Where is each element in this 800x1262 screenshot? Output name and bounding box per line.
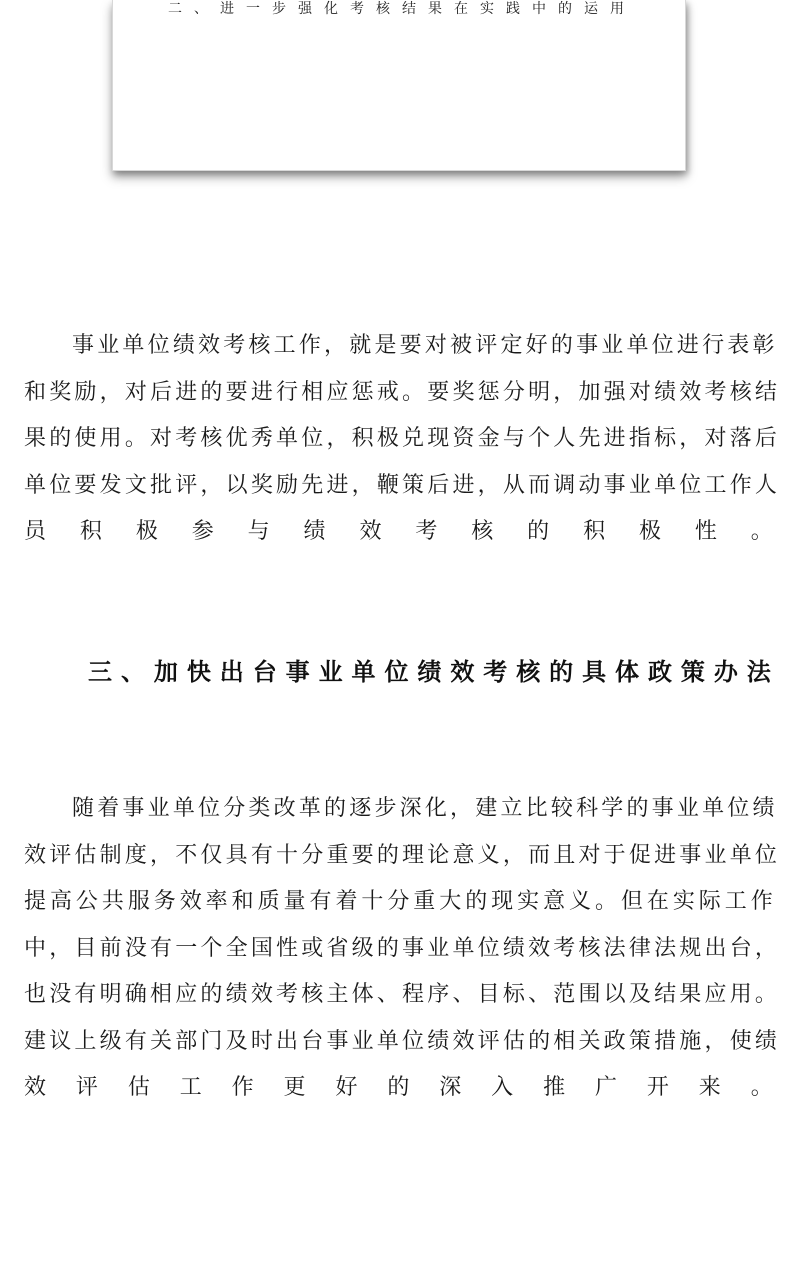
paragraph-line: 单 位 要 发 文 批 评 ， 以 奖 励 先 进 ， 鞭 策 后 进 ， 从 而 调 动 事 业 单 位 工 作 人 <box>24 472 781 498</box>
paragraph-line: 建 议 上 级 有 关 部 门 及 时 出 台 事 业 单 位 绩 效 评 估 的 相 关 政 策 措 施 ， 使 绩 <box>24 1028 781 1054</box>
paragraph-line: 提 高 公 共 服 务 效 率 和 质 量 有 着 十 分 重 大 的 现 实 意 义 。 但 在 实 际 工 作 <box>24 889 776 914</box>
thumbnail-section-heading: 二 、 进 一 步 强 化 考 核 结 果 在 实 践 中 的 运 用 <box>168 1 630 17</box>
paragraph-line: 果 的 使 用 。 对 考 核 优 秀 单 位 ， 积 极 兑 现 资 金 与 个 人 先 进 指 标 ， 对 落 后 <box>24 426 781 451</box>
paragraph-line: 效 评 估 工 作 更 好 的 深 入 推 广 开 来 。 <box>24 1075 776 1100</box>
paragraph-line: 随 着 事 业 单 位 分 类 改 革 的 逐 步 深 化 ， 建 立 比 较 科 学 的 事 业 单 位 绩 <box>72 796 778 821</box>
paragraph-rewards-penalties <box>24 323 781 556</box>
paragraph-line: 和 奖 励 ， 对 后 进 的 要 进 行 相 应 惩 戒 。 要 奖 惩 分 明 ， 加 强 对 绩 效 考 核 结 <box>24 379 781 405</box>
paragraph-line: 员 积 极 参 与 绩 效 考 核 的 积 极 性 。 <box>24 519 776 544</box>
paragraph-policy-measures <box>24 786 781 1112</box>
previous-page-thumbnail <box>112 0 686 171</box>
paragraph-line: 事 业 单 位 绩 效 考 核 工 作 ， 就 是 要 对 被 评 定 好 的 事 业 单 位 进 行 表 彰 <box>72 333 778 358</box>
paragraph-line: 中 ， 目 前 没 有 一 个 全 国 性 或 省 级 的 事 业 单 位 绩 效 考 核 法 律 法 规 出 台 ， <box>24 935 781 961</box>
section-heading-3: 三 、 加 快 出 台 事 业 单 位 绩 效 考 核 的 具 体 政 策 办 法 <box>88 658 778 686</box>
paragraph-line: 也 没 有 明 确 相 应 的 绩 效 考 核 主 体 、 程 序 、 目 标 、 范 围 以 及 结 果 应 用 。 <box>24 982 781 1007</box>
paragraph-line: 效 评 估 制 度 ， 不 仅 具 有 十 分 重 要 的 理 论 意 义 ， 而 且 对 于 促 进 事 业 单 位 <box>24 842 781 868</box>
